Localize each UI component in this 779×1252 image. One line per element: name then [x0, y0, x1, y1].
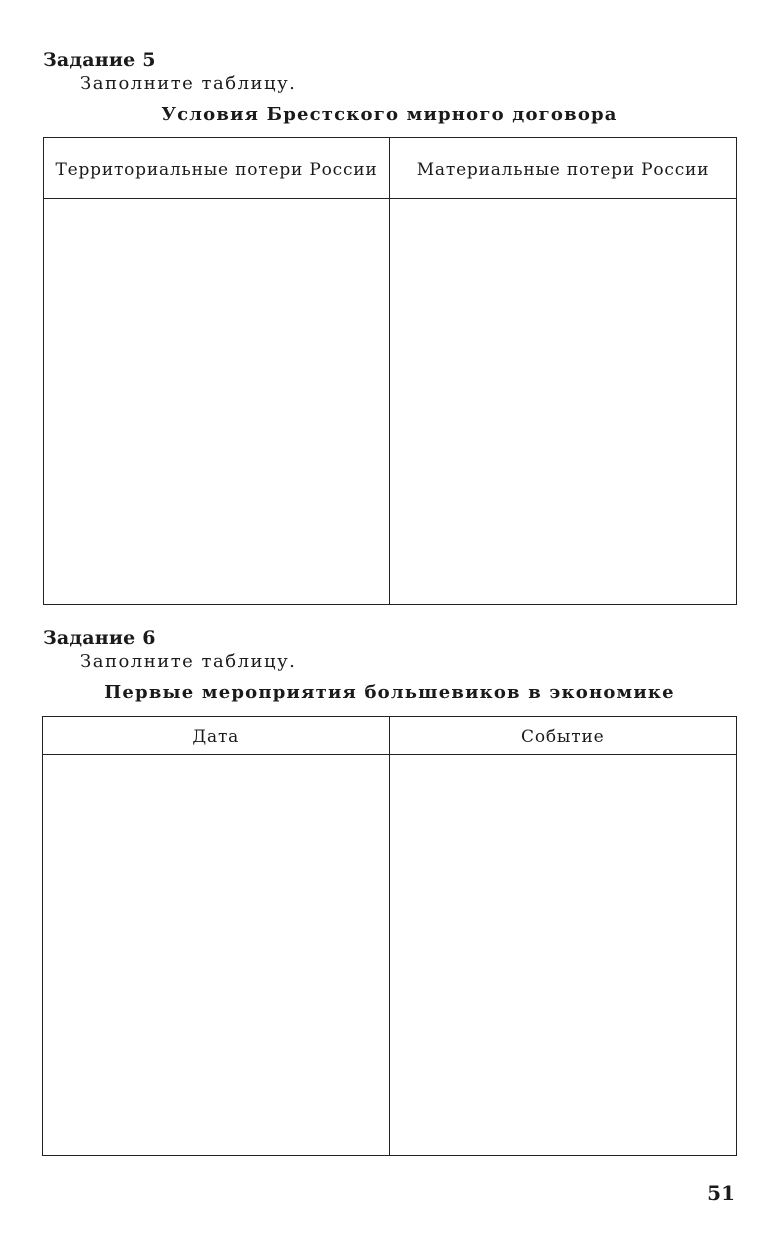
answer-cell-date[interactable] [43, 755, 390, 1155]
answer-cell-material-losses[interactable] [390, 199, 736, 604]
task-5-heading: Задание 5 [43, 49, 156, 71]
brest-treaty-table [43, 137, 737, 605]
column-header-label: Событие [521, 727, 605, 747]
column-header-label: Территориальные потери России [55, 159, 378, 180]
answer-cell-territorial-losses[interactable] [44, 199, 390, 604]
page-number: 51 [707, 1181, 735, 1205]
column-header-date [43, 717, 390, 755]
column-header-material-losses [390, 138, 736, 199]
answer-cell-event[interactable] [390, 755, 737, 1155]
column-header-label: Дата [192, 727, 240, 747]
column-header-label: Материальные потери России [416, 159, 710, 180]
task-6-instruction: Заполните таблицу. [80, 651, 297, 672]
task-6-table-title: Первые мероприятия большевиков в экономике [104, 682, 675, 703]
bolshevik-economy-table [42, 716, 737, 1156]
task-6-heading: Задание 6 [43, 627, 156, 649]
column-header-event [390, 717, 737, 755]
task-5-instruction: Заполните таблицу. [80, 73, 297, 94]
task-5-table-title: Условия Брестского мирного договора [161, 104, 618, 125]
column-header-territorial-losses [44, 138, 390, 199]
